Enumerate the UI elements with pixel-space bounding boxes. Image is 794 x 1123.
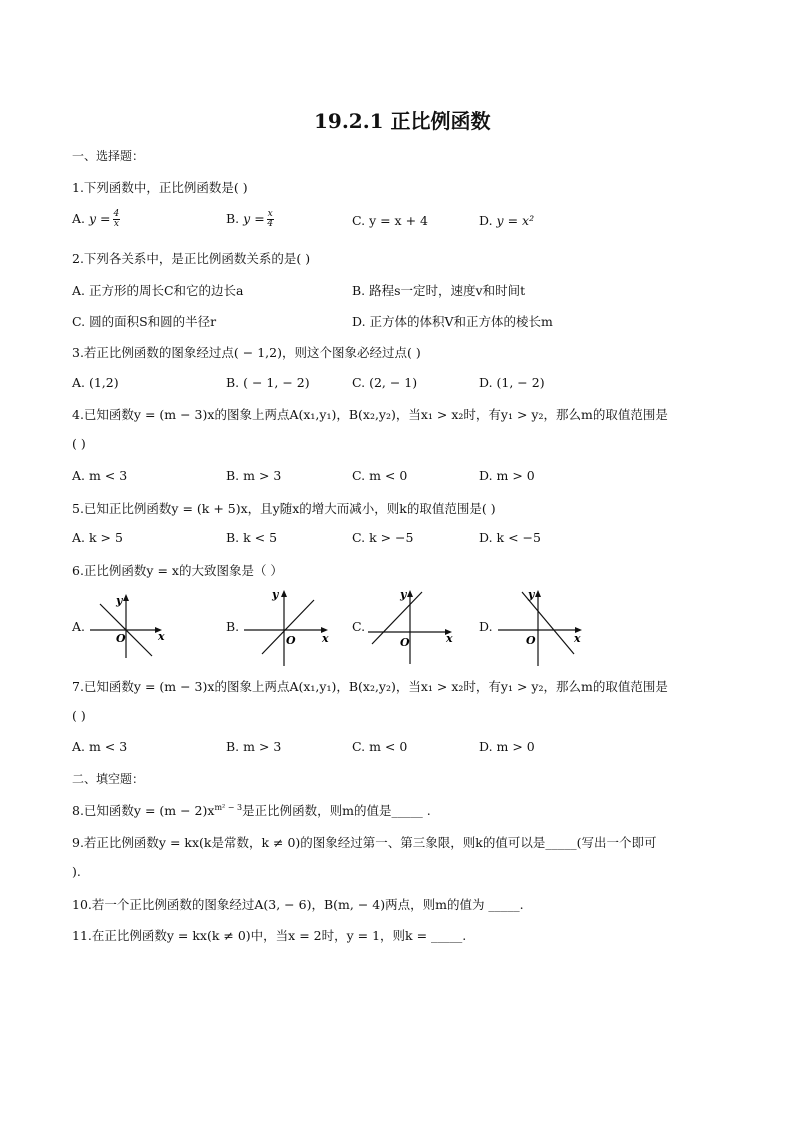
origin-label: O <box>116 632 126 645</box>
question-11: 11.在正比例函数y = kx(k ≠ 0)中，当x = 2时，y = 1，则k = _____. <box>72 928 467 943</box>
question-5-stem: 5.已知正比例函数y = (k + 5)x，且y随x的增大而减小，则k的取值范围是( ) <box>72 501 496 516</box>
question-5-option-c: C. k > −5 <box>352 530 414 545</box>
section-heading-fill: 二、填空题： <box>72 772 145 786</box>
question-1-option-a: A. y = $\frac{4}{x}$ <box>72 209 120 229</box>
question-3-stem: 3.若正比例函数的图象经过点( − 1,2)，则这个图象必经过点( ) <box>72 345 421 360</box>
question-6-option-b-label: B. <box>226 619 240 634</box>
graph-option-a <box>86 586 170 664</box>
axis-y-label: y <box>400 588 407 601</box>
question-1-stem: 1.下列函数中，正比例函数是( ) <box>72 180 248 195</box>
graph-option-c <box>366 584 458 664</box>
question-6-option-d-label: D. <box>479 619 493 634</box>
question-3-option-d: D. (1, − 2) <box>479 375 545 390</box>
question-4-option-a: A. m < 3 <box>72 468 128 483</box>
question-2-option-b: B. 路程s一定时，速度v和时间t <box>352 283 526 298</box>
axis-y-label: y <box>116 594 123 607</box>
question-4-option-b: B. m > 3 <box>226 468 282 483</box>
question-7-option-a: A. m < 3 <box>72 739 128 754</box>
question-6-option-a-label: A. <box>72 619 86 634</box>
question-4-option-c: C. m < 0 <box>352 468 408 483</box>
question-3-option-a: A. (1,2) <box>72 375 119 390</box>
question-5-option-d: D. k < −5 <box>479 530 541 545</box>
graph-option-d <box>494 584 586 668</box>
axis-y-label: y <box>528 588 535 601</box>
question-1-option-d: D. y = x² <box>479 213 535 228</box>
question-2-option-a: A. 正方形的周长C和它的边长a <box>72 283 244 298</box>
question-3-option-c: C. (2, − 1) <box>352 375 418 390</box>
question-5-option-b: B. k < 5 <box>226 530 278 545</box>
question-10: 10.若一个正比例函数的图象经过A(3, − 6)，B(m, − 4)两点，则m的值为 _____. <box>72 897 524 912</box>
question-4-stem-cont: ( ) <box>72 436 86 451</box>
question-1-option-b: B. y = $\frac{x}{4}$ <box>226 209 274 229</box>
question-7-option-c: C. m < 0 <box>352 739 408 754</box>
question-9-line-2: ). <box>72 864 81 879</box>
question-3-option-b: B. ( − 1, − 2) <box>226 375 310 390</box>
origin-label: O <box>400 636 410 649</box>
axis-x-label: x <box>446 632 453 645</box>
axis-y-label: y <box>272 588 279 601</box>
question-2-stem: 2.下列各关系中，是正比例函数关系的是( ) <box>72 251 311 266</box>
question-4-stem: 4.已知函数y = (m − 3)x的图象上两点A(x₁,y₁)，B(x₂,y₂)，当x₁ > x₂时，有y₁ > y₂，那么m的取值范围是 <box>72 407 668 422</box>
graph-option-b <box>242 584 334 668</box>
question-2-option-d: D. 正方体的体积V和正方体的棱长m <box>352 314 553 329</box>
axis-x-label: x <box>322 632 329 645</box>
question-6-stem: 6.正比例函数y = x的大致图象是（ ） <box>72 563 283 578</box>
question-8: 8.已知函数$y = (m - 2)x^{m^2 - 3}$是正比例函数，则m的值是_____ . <box>72 802 431 818</box>
axis-x-label: x <box>574 632 581 645</box>
origin-label: O <box>286 634 296 647</box>
section-heading-choice: 一、选择题： <box>72 149 145 163</box>
question-9-line-1: 9.若正比例函数y = kx(k是常数，k ≠ 0)的图象经过第一、第三象限，则k的值可以是_____(写出一个即可 <box>72 835 657 850</box>
question-2-option-c: C. 圆的面积S和圆的半径r <box>72 314 217 329</box>
question-1-option-c: C. y = x + 4 <box>352 213 428 228</box>
question-7-stem-cont: ( ) <box>72 708 86 723</box>
question-7-stem: 7.已知函数y = (m − 3)x的图象上两点A(x₁,y₁)，B(x₂,y₂)，当x₁ > x₂时，有y₁ > y₂，那么m的取值范围是 <box>72 679 668 694</box>
axis-x-label: x <box>158 630 165 643</box>
question-7-option-b: B. m > 3 <box>226 739 282 754</box>
origin-label: O <box>526 634 536 647</box>
question-4-option-d: D. m > 0 <box>479 468 535 483</box>
question-5-option-a: A. k > 5 <box>72 530 123 545</box>
question-7-option-d: D. m > 0 <box>479 739 535 754</box>
page-title: 19.2.1 正比例函数 <box>314 109 491 133</box>
question-6-option-c-label: C. <box>352 619 366 634</box>
